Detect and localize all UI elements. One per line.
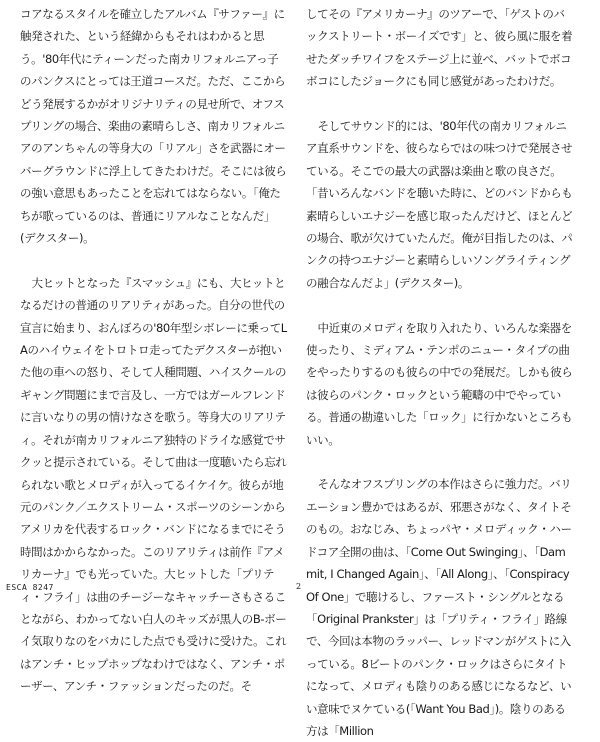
right-paragraph-3: 中近東のメロディを取り入れたり、いろんな楽器を使ったり、ミディアム・テンポのニュー・タイプの曲をやったりするのも彼らの中での発展だ。しかも彼らは彼らのパンク・ロックという範疇の中でやっている。普通の勘違いした「ロック」に行かないところもいい。: [306, 320, 573, 447]
right-paragraph-2: そしてサウンド的には、'80年代の南カリフォルニア直系サウンドを、彼らならではの味つけで発展させている。そこでの最大の武器は楽曲と歌の良さだ。「昔いろんなバンドを聴いた時に、どのバンドからも素晴らしいエナジーを感じ取ったんだけど、ほとんどの場合、歌が欠けていたんだ。俺が目指したのは、パンクの持つエナジーと素晴らしいソングライティングの融合なんだよ」(デクスター)。: [306, 119, 573, 290]
right-paragraph-4: そんなオフスプリングの本作はさらに強力だ。バリエーション豊かではあるが、邪悪さがなく、タイトそのもの。おなじみ、ちょっパヤ・メロディック・ハードコア全開の曲は、「Come Out Swinging」、「Dammit, I Changed Again」、「All Along」、「Conspiracy Of One」で聴けるし、ファースト・シングルとなる「Original Prankster」は「プリティ・フライ」路線で、今回は本物のラッパー、レッドマンがゲストに入っている。8ビートのパンク・ロックはさらにタイトになって、メロディも陰りのある感じになるなど、いい意味でヌケている(「Want You Bad」)。陰りのある方は「Million: [306, 477, 572, 738]
left-paragraph-1: コアなるスタイルを確立したアルバム『サファー』に触発された、という経緯からもそれはわかると思う。'80年代にティーンだった南カリフォルニアっ子のパンクスにとっては王道コースだ。ただ、ここからどう発展するかがオリジナリティの見せ所で、オフスプリングの場合、楽曲の素晴らしさ、南カリフォルニアのアンちゃんの等身大の「リアル」さを武器にオーバーグラウンドに浮上してきたわけだ。そこには彼らの強い意思もあったことを忘れてはならない。「俺たちが歌っているのは、普通にリアルなことなんだ」(デクスター)。: [20, 7, 287, 246]
left-text-column: [20, 3, 288, 698]
left-paragraph-2: 大ヒットとなった『スマッシュ』にも、大ヒットとなるだけの普通のリアリティがあった。自分の世代の宣言に始まり、おんぼろの'80年型シボレーに乗ってLAのハイウェイをトロトロ走ってたデクスターが抱いた他の車への怒り、そして人種問題、ハイスクールのギャング問題にまで言及し、一方ではガールフレンドに言いなりの男の情けなさを歌う。等身大のリアリティ。それが南カリフォルニア独特のドライな感覚でサクッと提示されている。そして曲は一度聴いたら忘れられない歌とメロディが入ってるイケイケ。彼らが地元のパンク／エクストリーム・スポーツのシーンからアメリカを代表するロック・バンドになるまでにそう時間はかからなかった。このリアリティは前作『アメリカーナ』でも光っていた。大ヒットした「プリティ・フライ」は曲のチージーなキャッチーさもさることながら、わかってない白人のキッズが黒人のB-ボーイ気取りなのをバカにした点でも受けに受けた。これはアンチ・ヒップホップなわけではなく、アンチ・ポーザー、アンチ・ファッションだったのだ。そ: [20, 275, 287, 694]
right-paragraph-1: してその『アメリカーナ』のツアーで、「ゲストのバックストリート・ボーイズです」と、彼ら風に服を着せたダッチワイフをステージ上に並べ、バットでボコボコにしたジョークにも同じ感覚があったわけだ。: [306, 7, 573, 89]
page-number: 2: [296, 582, 302, 591]
catalog-number: ESCA 8247: [6, 583, 54, 592]
right-text-column: [306, 3, 574, 742]
